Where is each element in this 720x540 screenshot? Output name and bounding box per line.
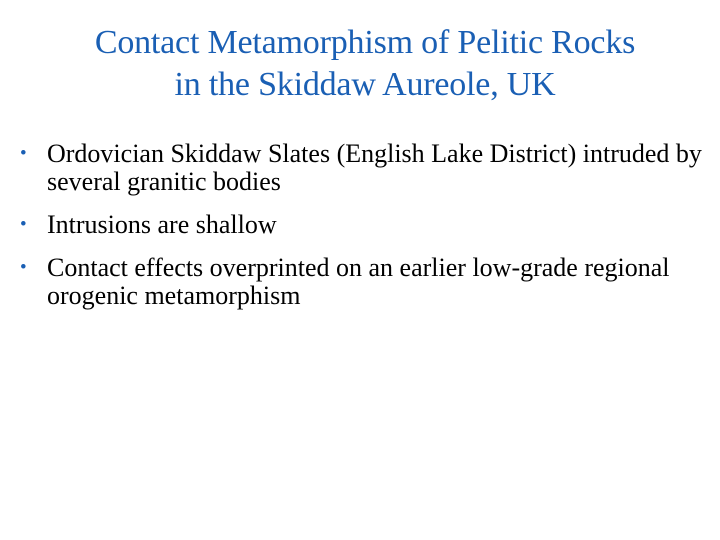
bullet-marker: • — [20, 143, 27, 164]
bullet-text: Ordovician Skiddaw Slates (English Lake District) intruded by several granitic bodies — [47, 139, 702, 196]
slide-title-line-2: in the Skiddaw Aureole, UK — [174, 66, 556, 103]
slide-title-line-1: Contact Metamorphism of Pelitic Rocks — [94, 24, 636, 61]
bullet-text: Contact effects overprinted on an earlier low-grade regional orogenic metamorphism — [47, 253, 670, 310]
bullet-marker: • — [20, 257, 27, 278]
bullet-marker: • — [20, 214, 27, 235]
bullet-list — [20, 140, 710, 325]
bullet-item — [20, 140, 710, 196]
slide-title — [0, 22, 720, 106]
bullet-text: Intrusions are shallow — [47, 210, 277, 239]
bullet-item — [20, 254, 710, 310]
bullet-item — [20, 211, 710, 239]
